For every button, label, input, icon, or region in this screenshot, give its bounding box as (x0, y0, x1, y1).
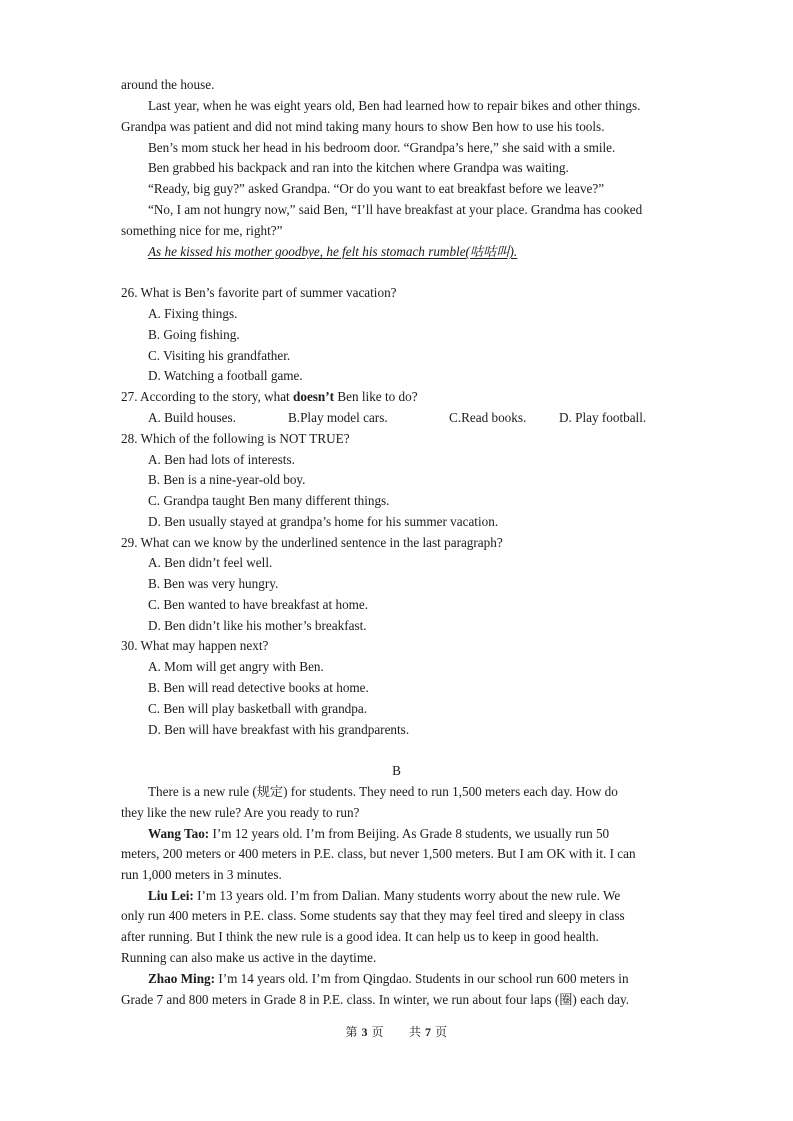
question-27-option-c: C.Read books. (449, 410, 527, 425)
question-30-option-b: B. Ben will read detective books at home. (148, 680, 369, 695)
speaker-text: I’m 14 years old. I’m from Qingdao. Students in our school run 600 meters in (215, 971, 629, 986)
footer-prefix: 第 (345, 1025, 362, 1039)
question-27-option-a: A. Build houses. (148, 410, 236, 425)
passage-line: “No, I am not hungry now,” said Ben, “I’ll have breakfast at your place. Grandma has cooked (148, 202, 643, 217)
question-30-option-d: D. Ben will have breakfast with his grandparents. (148, 722, 410, 737)
wang-tao-line: run 1,000 meters in 3 minutes. (121, 867, 282, 882)
question-26-option-a: A. Fixing things. (148, 306, 238, 321)
question-27-stem-emphasis: doesn’t (293, 389, 335, 404)
question-26-option-b: B. Going fishing. (148, 327, 240, 342)
wang-tao-paragraph-start (148, 826, 609, 842)
question-29-option-d: D. Ben didn’t like his mother’s breakfast. (148, 618, 367, 633)
question-29-option-b: B. Ben was very hungry. (148, 576, 279, 591)
speaker-name: Zhao Ming: (148, 971, 216, 986)
zhao-ming-line: Grade 7 and 800 meters in Grade 8 in P.E. class. In winter, we run about four laps (圈) each day. (121, 992, 630, 1007)
question-27-stem (121, 389, 418, 405)
underlined-sentence: As he kissed his mother goodbye, he felt his stomach rumble(咕咕叫). (148, 244, 518, 259)
question-27-option-b: B.Play model cars. (288, 410, 388, 425)
question-27-stem-part: 27. According to the story, what (121, 389, 294, 404)
page-footer (0, 1024, 793, 1040)
question-30-option-a: A. Mom will get angry with Ben. (148, 659, 324, 674)
footer-suffix: 页 (431, 1025, 448, 1039)
passage-line: something nice for me, right?” (121, 223, 283, 238)
question-26-option-c: C. Visiting his grandfather. (148, 348, 291, 363)
speaker-name: Wang Tao: (148, 826, 210, 841)
question-29-option-a: A. Ben didn’t feel well. (148, 555, 273, 570)
footer-mid: 页 共 (367, 1025, 425, 1039)
section-b-intro-line: There is a new rule (规定) for students. They need to run 1,500 meters each day. How do (148, 784, 618, 799)
passage-line: Ben grabbed his backpack and ran into the kitchen where Grandpa was waiting. (148, 160, 569, 175)
speaker-text: I’m 13 years old. I’m from Dalian. Many students worry about the new rule. We (193, 888, 621, 903)
speaker-name: Liu Lei: (148, 888, 194, 903)
passage-line: “Ready, big guy?” asked Grandpa. “Or do you want to eat breakfast before we leave?” (148, 181, 605, 196)
speaker-text: I’m 12 years old. I’m from Beijing. As Grade 8 students, we usually run 50 (209, 826, 610, 841)
question-30-option-c: C. Ben will play basketball with grandpa. (148, 701, 368, 716)
question-28-option-b: B. Ben is a nine-year-old boy. (148, 472, 306, 487)
passage-line: Ben’s mom stuck her head in his bedroom door. “Grandpa’s here,” she said with a smile. (148, 140, 616, 155)
passage-line: Last year, when he was eight years old, Ben had learned how to repair bikes and other things. (148, 98, 641, 113)
question-26-stem: 26. What is Ben’s favorite part of summer vacation? (121, 285, 397, 300)
wang-tao-line: meters, 200 meters or 400 meters in P.E. class, but never 1,500 meters. But I am OK with it. I can (121, 846, 636, 861)
liu-lei-paragraph-start (148, 888, 620, 904)
total-pages: 7 (425, 1025, 432, 1039)
question-28-option-d: D. Ben usually stayed at grandpa’s home for his summer vacation. (148, 514, 499, 529)
passage-line: around the house. (121, 77, 215, 92)
question-29-stem: 29. What can we know by the underlined sentence in the last paragraph? (121, 535, 503, 550)
liu-lei-line: only run 400 meters in P.E. class. Some students say that they may feel tired and sleepy in class (121, 908, 625, 923)
question-28-stem: 28. Which of the following is NOT TRUE? (121, 431, 350, 446)
question-28-option-a: A. Ben had lots of interests. (148, 452, 295, 467)
question-30-stem: 30. What may happen next? (121, 638, 269, 653)
page-number: 3 (361, 1025, 368, 1039)
zhao-ming-paragraph-start (148, 971, 629, 987)
section-b-heading: B (392, 763, 401, 778)
question-26-option-d: D. Watching a football game. (148, 368, 303, 383)
question-28-option-c: C. Grandpa taught Ben many different things. (148, 493, 390, 508)
question-27-option-d: D. Play football. (559, 410, 647, 425)
liu-lei-line: after running. But I think the new rule is a good idea. It can help us to keep in good health. (121, 929, 599, 944)
question-29-option-c: C. Ben wanted to have breakfast at home. (148, 597, 369, 612)
passage-line: Grandpa was patient and did not mind taking many hours to show Ben how to use his tools. (121, 119, 605, 134)
section-b-intro-line: they like the new rule? Are you ready to run? (121, 805, 360, 820)
question-27-stem-part: Ben like to do? (334, 389, 418, 404)
liu-lei-line: Running can also make us active in the daytime. (121, 950, 377, 965)
